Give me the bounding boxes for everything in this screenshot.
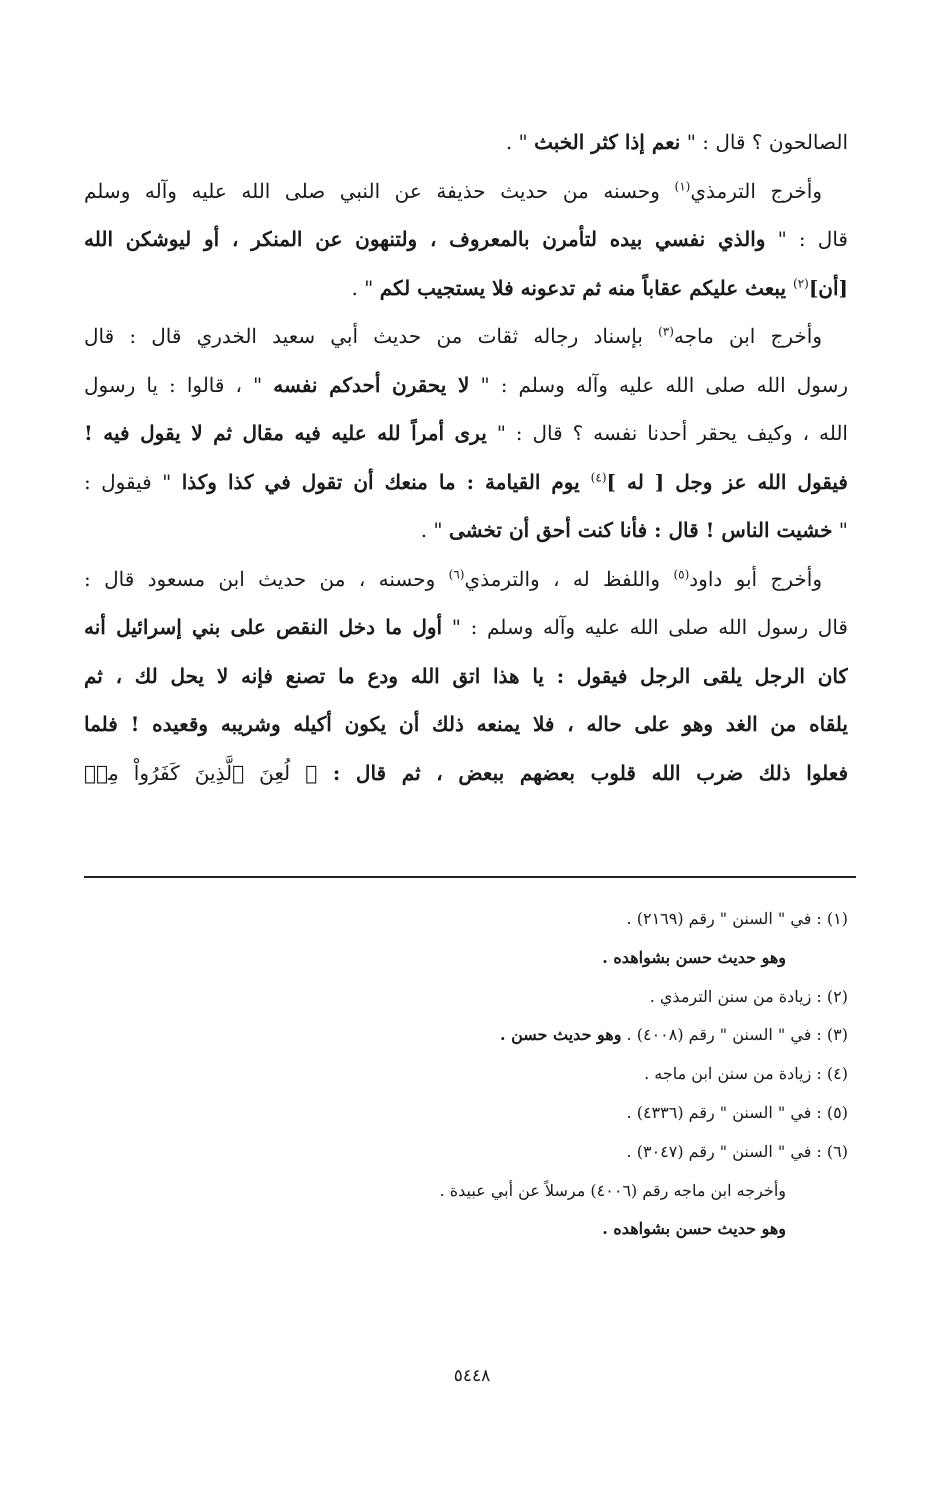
footnote-ref: (٣) [658,324,674,339]
text-line: فيقول الله عز وجل [ له ]$^{(٤)}$ يوم القيامة : ما منعك أن تقول في كذا وكذا " فيقول : [84,469,848,494]
footnote: وهو حديث حسن بشواهده . [602,1219,786,1239]
footnote: وأخرجه ابن ماجه رقم (٤٠٠٦) مرسلاً عن أبي عبيدة . [439,1180,786,1200]
text-line: وأخرج الترمذي$^{(١)}$ وحسنه من حديث حذيفة عن النبي صلى الله عليه وآله وسلم [84,178,822,203]
text-line: فعلوا ذلك ضرب الله قلوب بعضهم ببعض ، ثم قال : ﴿ لُعِنَ ٱلَّذِينَ كَفَرُواْ مِنۢ [84,760,848,785]
footnote-divider [84,876,856,878]
text-line: قال رسول الله صلى الله عليه وآله وسلم : " أول ما دخل النقص على بني إسرائيل أنه [84,615,848,639]
hadith-text: يوم القيامة : ما منعك أن تقول في كذا وكذا [181,469,591,494]
hadith-text: لا يحقرن أحدكم نفسه [273,372,470,397]
page-number: ٥٤٤٨ [453,1366,491,1386]
text-line: وأخرج ابن ماجه$^{(٣)}$ بإسناد رجاله ثقات من حديث أبي سعيد الخدري قال : قال [84,324,823,348]
hadith-text: يرى أمراً لله عليه فيه مقال ثم لا يقول فيه ! [84,421,487,445]
footnote-ref: (١) [674,178,691,193]
hadith-text: يلقاه من الغد وهو على حاله ، فلا يمنعه ذلك أن يكون أكيله وشريبه وقعيده ! فلما [84,712,848,736]
footnote: (٦) : في " السنن " رقم (٣٠٤٧) . [626,1141,848,1161]
text-line: قال : " والذي نفسي بيده لتأمرن بالمعروف ، ولتنهون عن المنكر ، أو ليوشكن الله [84,227,848,251]
hadith-text: والذي نفسي بيده لتأمرن بالمعروف ، ولتنهون عن المنكر ، أو ليوشكن الله [84,227,766,251]
main-text [84,118,848,797]
footnote-ref: (٤) [590,469,607,484]
quran-verse: ﴿ لُعِنَ ٱلَّذِينَ كَفَرُواْ مِنۢ [84,760,318,785]
footnote: (١) : في " السنن " رقم (٢١٦٩) . [626,909,848,928]
footnote: (٤) : زيادة من سنن ابن ماجه . [644,1064,848,1084]
text-line: رسول الله صلى الله عليه وآله وسلم : " لا يحقرن أحدكم نفسه " ، قالوا : يا رسول [84,372,848,397]
footnotes [84,900,848,1249]
footnote: (٥) : في " السنن " رقم (٤٣٣٦) . [626,1102,848,1122]
hadith-text: يبعث عليكم عقاباً منه ثم تدعونه فلا يستجيب لكم [379,275,793,300]
footnote: (٣) : في " السنن " رقم (٤٠٠٨) . وهو حديث حسن . [499,1025,848,1045]
footnote-ref: (٦) [448,566,465,581]
text-line: وأخرج أبو داود$^{(٥)}$ واللفظ له ، والترمذي$^{(٦)}$ وحسنه ، من حديث ابن مسعود قال : [84,566,822,591]
text-line: " خشيت الناس ! قال : فأنا كنت أحق أن تخشى " . [420,518,848,542]
footnote-ref: (٢) [793,275,809,290]
footnote: (٢) : زيادة من سنن الترمذي . [649,986,848,1006]
hadith-text: أول ما دخل النقص على بني إسرائيل أنه [84,615,443,639]
text-line: الصالحون ؟ قال : " نعم إذا كثر الخبث " . [505,130,848,154]
hadith-text: خشيت الناس ! قال : فأنا كنت أحق أن تخشى [449,518,833,542]
text-line: [أن]$^{(٢)}$ يبعث عليكم عقاباً منه ثم تدعونه فلا يستجيب لكم " . [351,275,848,300]
footnote-ref: (٥) [673,566,690,581]
hadith-text: نعم إذا كثر الخبث [534,130,681,154]
footnote: وهو حديث حسن بشواهده . [602,947,786,967]
text-line: الله ، وكيف يحقر أحدنا نفسه ؟ قال : " يرى أمراً لله عليه فيه مقال ثم لا يقول فيه ! [84,421,848,445]
hadith-text: كان الرجل يلقى الرجل فيقول : يا هذا اتق الله ودع ما تصنع فإنه لا يحل لك ، ثم [84,663,848,688]
